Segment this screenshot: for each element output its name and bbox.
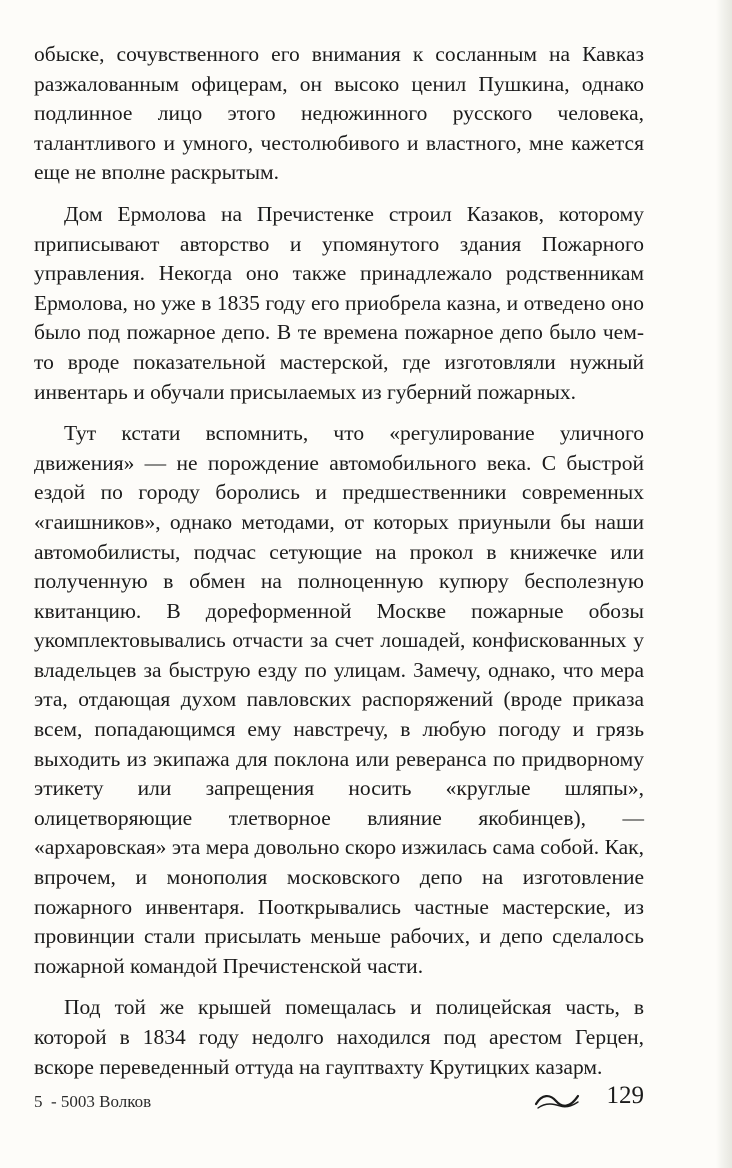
paragraph-3: Тут кстати вспомнить, что «регулирование уличного движения» — не порождение автомобильного века. С быстрой ездой по городу боролись и предшественники современных «гаишников», однако методами, от которых приуныли бы наши автомобилисты, подчас сетующие на прокол в книжечке или полученную в обмен на полноценную купюру бесполезную квитанцию. В дореформенной Москве пожарные обозы укомплектовывались отчасти за счет лошадей, конфискованных у владельцев за быструю езду по улицам. Замечу, однако, что мера эта, отдающая духом павловских распоряжений (вроде приказа всем, попадающимся ему навстречу, в любую погоду и грязь выходить из экипажа для поклона или реверанса по придворному этикету или запрещения носить «круглые шляпы», олицетворяющие тлетворное влияние якобинцев), — «архаровская» эта мера довольно скоро изжилась сама собой. Как, впрочем, и монополия московского депо на изготовление пожарного инвентаря. Пооткрывались частные мастерские, из провинции стали присылать меньше рабочих, и депо сделалось пожарной командой Пречистенской части. bbox=[34, 421, 644, 978]
page-footer bbox=[34, 1080, 644, 1120]
paragraph-2: Дом Ермолова на Пречистенке строил Казаков, которому приписывают авторство и упомянутого здания Пожарного управления. Некогда оно также принадлежало родственникам Ермолова, но уже в 1835 году его приобрела казна, и отведено оно было под пожарное депо. В те времена пожарное депо было чем-то вроде показательной мастерской, где изготовляли нужный инвентарь и обучали присылаемых из губерний пожарных. bbox=[34, 201, 644, 404]
page-body bbox=[34, 40, 644, 1094]
page-number: 129 bbox=[606, 1082, 644, 1109]
swash-ornament-icon bbox=[534, 1090, 580, 1112]
paragraph-1: обыске, сочувственного его внимания к сосланным на Кавказ разжалованным офицерам, он высоко ценил Пушкина, однако подлинное лицо этого недюжинного русского человека, талантливого и умного, честолюбивого и властного, мне кажется еще не вполне раскрытым. bbox=[34, 42, 644, 185]
printer-signature: 5 - 5003 Волков bbox=[34, 1092, 152, 1111]
paragraph-4: Под той же крышей помещалась и полицейская часть, в которой в 1834 году недолго находился под арестом Герцен, вскоре переведенный оттуда на гауптвахту Крутицких казарм. bbox=[34, 995, 644, 1079]
scan-page-edge bbox=[716, 0, 732, 1168]
